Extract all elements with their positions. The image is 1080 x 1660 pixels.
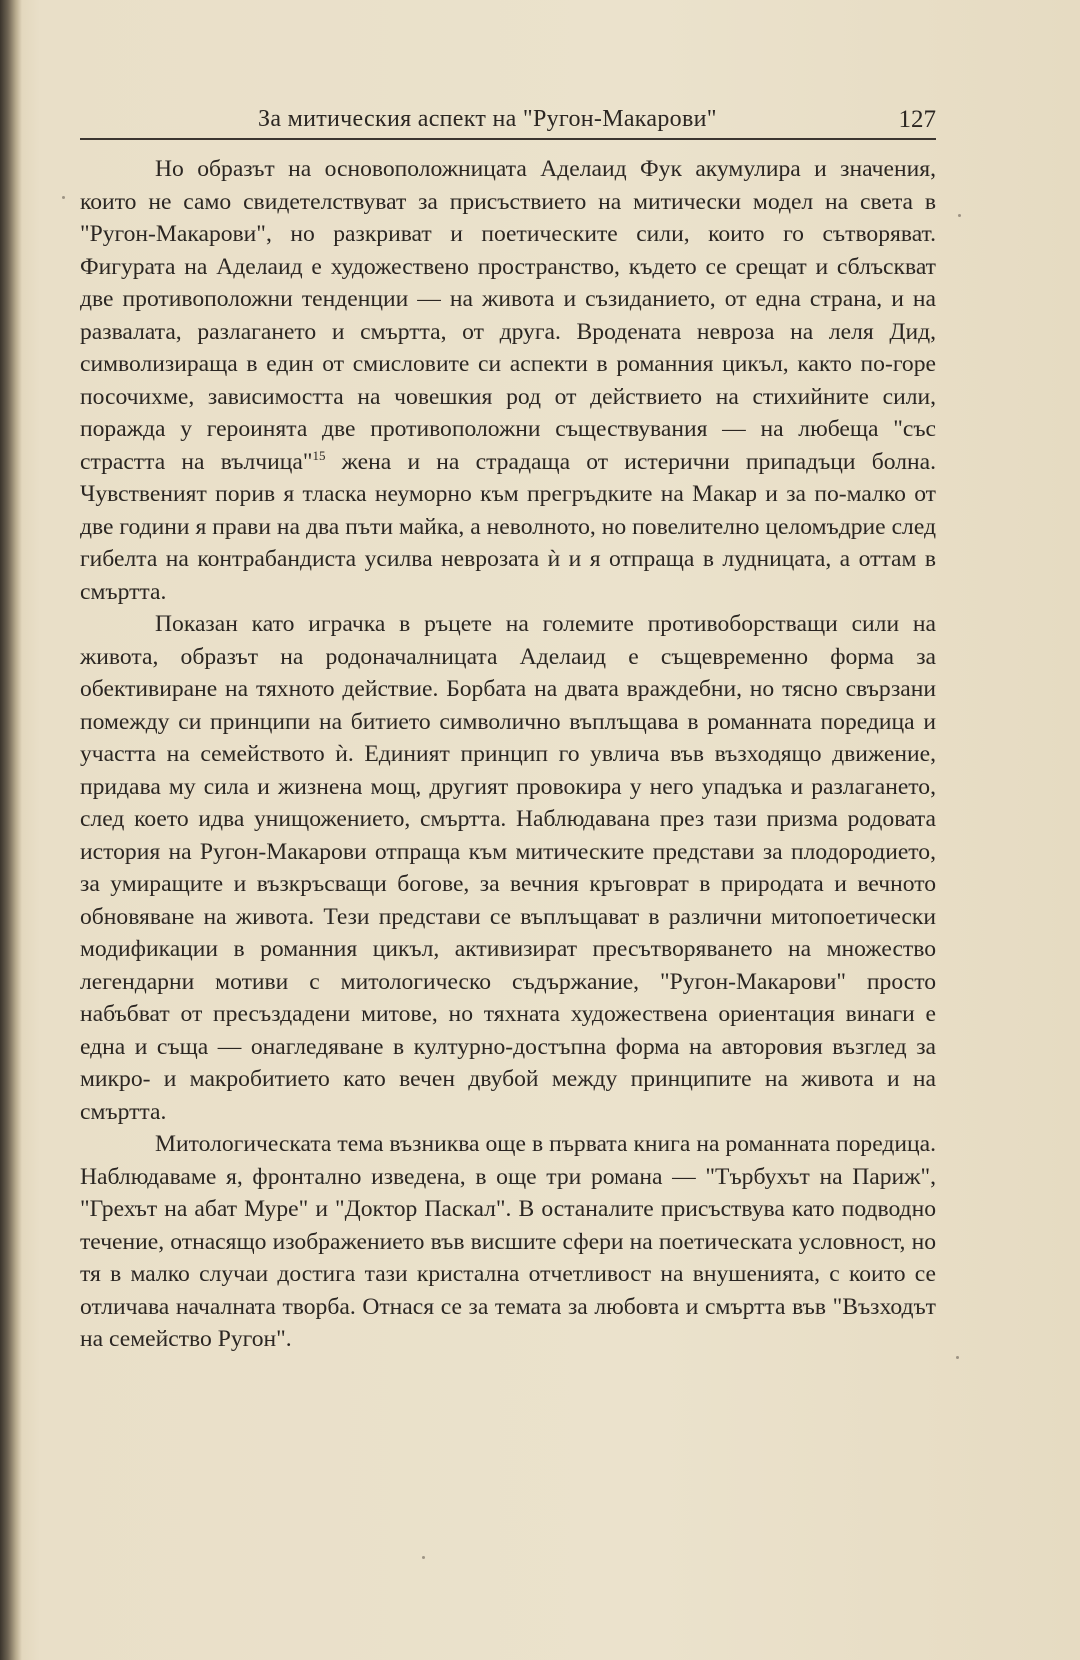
running-title: За митическия аспект на "Ругон-Макарови" [258,106,717,132]
paper-speck [956,1356,959,1359]
paragraph-text: Но образът на основоположницата Аделаид Фук акумулира и значения, които не само свидетелствуват за присъствието на митически модел на света в "Ругон-Макарови", но разкриват и поетическите сили, които го сътворяват. Фигурата на Аделаид е художествено пространство, където се срещат и сблъскват две противоположни тенденции — на живота и съзиданието, от една страна, и на развалата, разлагането и смъртта, от друга. Вродената невроза на леля Дид, символизираща в един от смисловите си аспекти в романния цикъл, както по-горе посочихме, зависимостта на човешкия род от действието на стихийните сили, поражда у героинята две противоположни съществувания — на любеща "със страстта на вълчица" [80,156,936,475]
binding-shadow [0,0,22,1660]
page-header [80,104,936,140]
body-text [80,153,936,1356]
paper-speck [62,196,65,199]
paragraph [80,153,936,608]
paragraph: Митологическата тема възниква още в първата книга на романната поредица. Наблюдаваме я, фронтално изведена, в още три романа — "Търбухът на Париж", "Грехът на абат Муре" и "Доктор Паскал". В останалите присъствува като подводно течение, отнасящо изображението във висшите сфери на поетическата условност, но тя в малко случаи достига тази кристална отчетливост на внушенията, с които се отличава началната творба. Отнася се за темата за любовта и смъртта във "Възходът на семейство Ругон". [80,1131,936,1352]
paragraph-text-continued: жена и на страдаща от истерични припадъци болна. Чувственият порив я тласка неуморно към прегръдките на Макар и за по-малко от две години я прави на два пъти майка, а неволното, но повелително целомъдрие след гибелта на контрабандиста усилва неврозата ѝ и я отпраща в лудницата, а оттам в смъртта. [80,448,936,605]
footnote-marker[interactable]: 15 [312,447,326,463]
page-number: 127 [898,106,936,133]
paper-speck [422,1556,425,1559]
paper-speck [958,214,961,217]
paragraph: Показан като играчка в ръцете на големите противоборстващи сили на живота, образът на родоначалницата Аделаид е същевременно форма за обективиране на тяхното действие. Борбата на двата враждебни, но тясно свързани помежду си принципи на битието символично въплъщава в романната поредица и участта на семейството ѝ. Единият принцип го увлича във възходящо движение, придава му сила и жизнена мощ, другият провокира у него упадъка и разлагането, след което идва унищожението, смъртта. Наблюдавана през тази призма родовата история на Ругон-Макарови отпраща към митическите представи за плодородието, за умиращите и възкръсващи богове, за вечния кръговрат в природата и вечното обновяване на живота. Тези представи се въплъщават в различни митопоетически модификации в романния цикъл, активизират пресътворяването на множество легендарни мотиви с митологическо съдържание, "Ругон-Макарови" просто набъбват от пресъздадени митове, но тяхната художествена ориентация винаги е една и съща — онагледяване в културно-достъпна форма на авторовия възглед за микро- и макробитието като вечен двубой между принципите на живота и на смъртта. [80,611,936,1125]
